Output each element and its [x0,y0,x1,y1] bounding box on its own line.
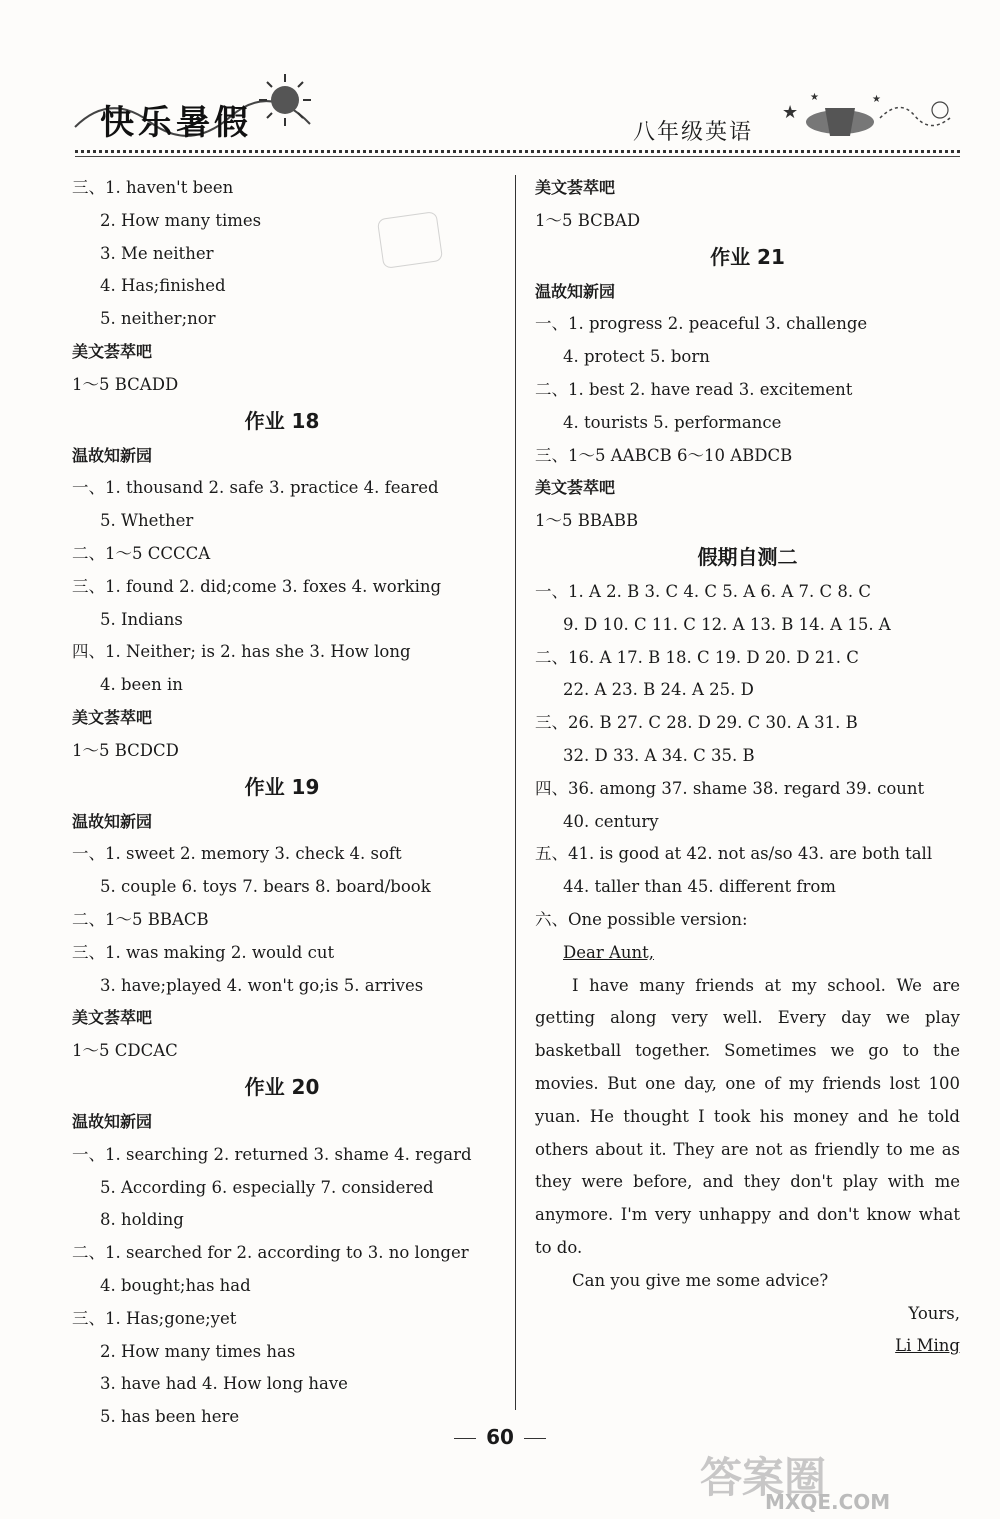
left-answer-line: 三、1. haven't been [72,178,234,197]
svg-text:★: ★ [872,94,881,105]
left-subsection-heading: 美文荟萃吧 [72,707,153,727]
airplane-icon [780,88,960,148]
right-answer-line: 三、1～5 AABCB 6～10 ABDCB [535,445,793,465]
right-answer-line: 4. tourists 5. performance [563,412,782,432]
left-answer-line: 8. holding [100,1210,184,1230]
left-answer-line: 一、1. sweet 2. memory 3. check 4. soft [72,844,402,864]
logo-title: 快乐暑假 [100,103,252,143]
right-answer-line: 1～5 BCBAD [535,210,641,230]
left-section-title: 作业 20 [244,1074,320,1099]
watermark-url: MXQE.COM [765,1490,891,1514]
left-answer-line: 4. Has;finished [100,276,226,296]
left-answer-line: 一、1. thousand 2. safe 3. practice 4. feared [72,478,439,498]
left-answer-line: 5. couple 6. toys 7. bears 8. board/book [100,877,431,897]
svg-text:★: ★ [810,92,819,103]
left-answer-line: 二、1. searched for 2. according to 3. no longer [72,1243,469,1263]
left-column [72,172,492,1434]
right-answer-line: 40. century [563,811,659,831]
right-answer-line: 五、41. is good at 42. not as/so 43. are both tall [535,844,933,864]
page-header [0,0,1000,160]
left-subsection-heading: 温故知新园 [72,811,153,831]
left-answer-line: 三、1. was making 2. would cut [72,942,335,962]
left-answer-line: 一、1. searching 2. returned 3. shame 4. regard [72,1144,472,1164]
right-answer-line: 32. D 33. A 34. C 35. B [563,745,755,765]
left-answer-line: 1～5 BCDCD [72,740,179,760]
left-answer-line: 5. Indians [100,609,183,629]
left-subsection-heading: 温故知新园 [72,445,153,465]
right-answer-line: 4. protect 5. born [563,347,710,367]
page-number: 60 [440,1425,560,1449]
right-answer-line: 一、1. progress 2. peaceful 3. challenge [535,314,868,334]
right-subsection-heading: 美文荟萃吧 [535,478,616,498]
sample-essay [535,937,960,1363]
essay-closing-line: Can you give me some advice? [572,1270,829,1290]
left-answer-line: 2. How many times [100,210,262,230]
right-answer-line: 三、26. B 27. C 28. D 29. C 30. A 31. B [535,713,858,733]
left-answer-line: 3. have had 4. How long have [100,1374,348,1394]
essay-body: I have many friends at my school. We are getting along very well. Every day we play basketball together. Sometimes we go to the movies. But one day, one of my friends lost 100 yuan. He thought I took his money and he told others about it. They are not as friendly to me as they were before, and they don't play with me anymore. I'm very unhappy and don't know what to do. [535,975,960,1257]
left-answer-line: 3. have;played 4. won't go;is 5. arrives [100,975,424,995]
right-answer-line: 9. D 10. C 11. C 12. A 13. B 14. A 15. A [563,614,891,634]
left-answer-line: 5. neither;nor [100,309,216,329]
svg-text:★: ★ [782,102,799,123]
essay-greeting: Dear Aunt, [563,942,655,962]
left-answer-line: 三、1. Has;gone;yet [72,1308,237,1328]
essay-signature: Li Ming [895,1336,960,1356]
left-answer-line: 1～5 BCADD [72,374,179,394]
right-section-title: 假期自测二 [697,544,798,569]
left-section-title: 作业 19 [244,774,320,799]
right-section-title: 作业 21 [710,244,785,269]
left-answer-line: 二、1～5 CCCCA [72,543,211,563]
right-answer-line: 22. A 23. B 24. A 25. D [563,680,754,700]
right-answer-line: 44. taller than 45. different from [563,877,836,897]
header-rule [75,156,960,157]
right-answer-line: 一、1. A 2. B 3. C 4. C 5. A 6. A 7. C 8. C [535,581,871,601]
right-answer-line: 1～5 BBABB [535,511,639,531]
left-answer-line: 二、1～5 BBACB [72,909,209,929]
left-answer-line: 1～5 CDCAC [72,1041,178,1061]
left-answer-line: 3. Me neither [100,243,214,263]
left-answer-line: 5. Whether [100,511,194,531]
header-dotted-rule [75,150,960,153]
left-answer-line: 5. According 6. especially 7. considered [100,1177,434,1197]
left-answer-line: 2. How many times has [100,1341,296,1361]
right-answer-line: 六、One possible version: [535,909,748,929]
right-column [535,172,960,1363]
left-section-title: 作业 18 [244,408,320,433]
right-answer-line: 四、36. among 37. shame 38. regard 39. count [535,778,925,798]
left-subsection-heading: 美文荟萃吧 [72,341,153,361]
left-answer-line: 四、1. Neither; is 2. has she 3. How long [72,642,411,662]
left-answer-line: 4. bought;has had [100,1275,251,1295]
column-divider [515,175,516,1410]
right-subsection-heading: 温故知新园 [535,281,616,301]
right-answer-line: 二、1. best 2. have read 3. excitement [535,379,853,399]
left-answer-line: 4. been in [100,675,183,695]
left-subsection-heading: 美文荟萃吧 [72,1008,153,1028]
subject-label: 八年级英语 [633,120,754,145]
right-subsection-heading: 美文荟萃吧 [535,178,616,197]
right-answer-line: 二、16. A 17. B 18. C 19. D 20. D 21. C [535,647,859,667]
watermark-logo: 答案圈 [700,1453,827,1502]
essay-sign-off: Yours, [908,1303,960,1323]
left-answer-line: 5. has been here [100,1407,240,1427]
left-answer-line: 三、1. found 2. did;come 3. foxes 4. working [72,576,442,596]
left-subsection-heading: 温故知新园 [72,1111,153,1131]
